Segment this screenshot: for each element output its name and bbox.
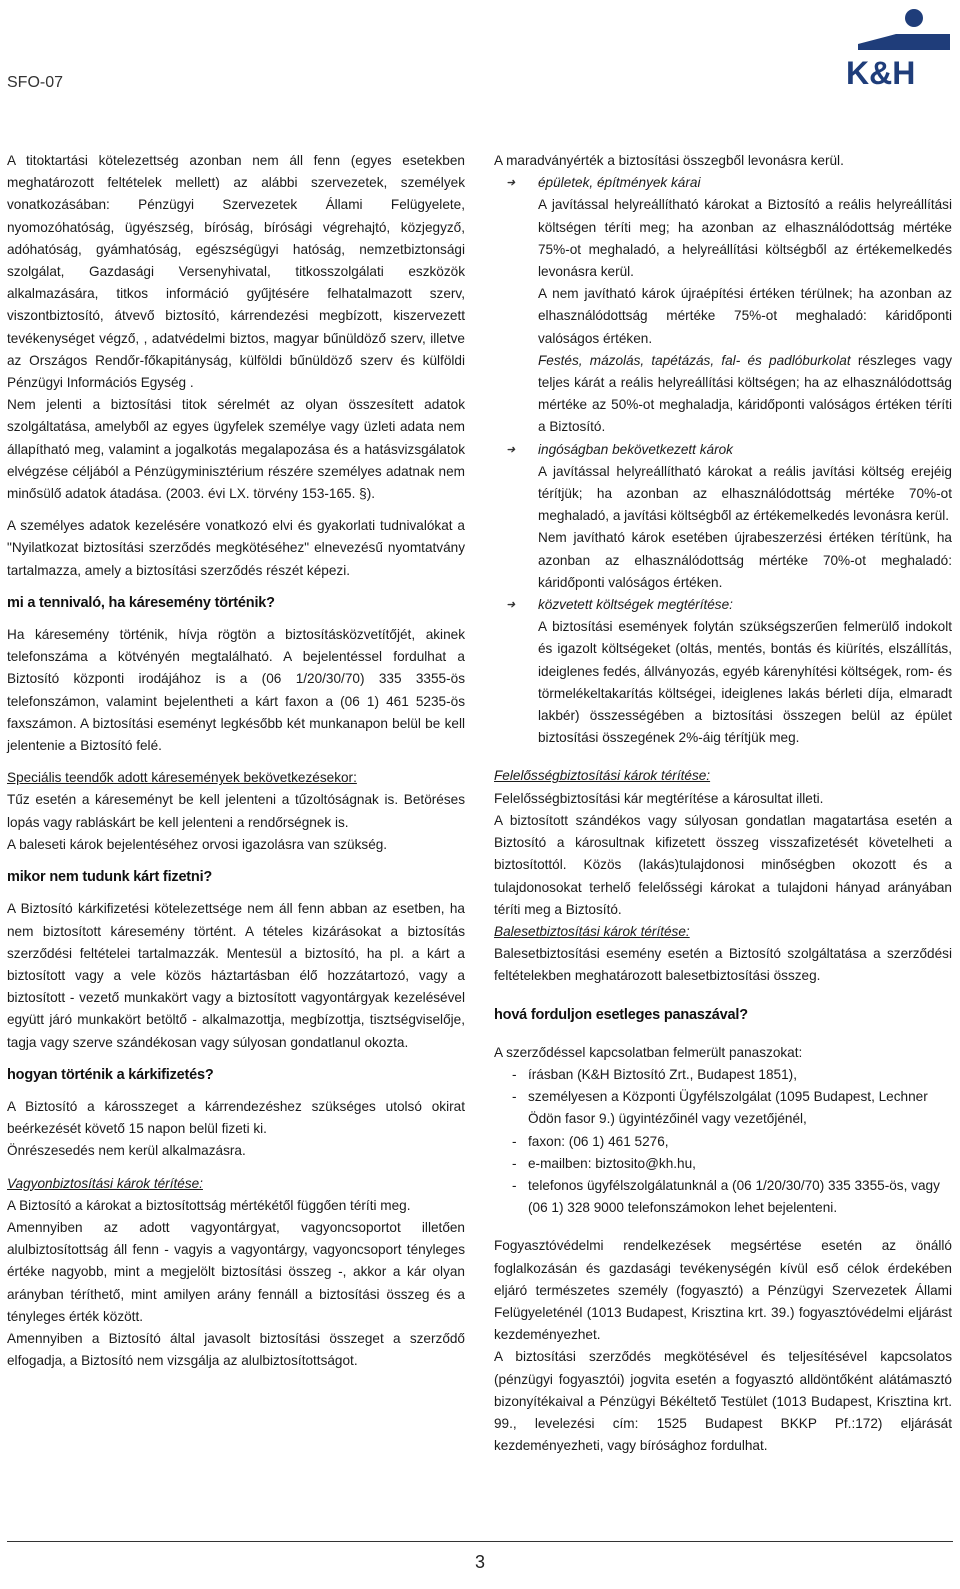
- subheading: Speciális teendők adott káresemények bekövetkezésekor:: [7, 770, 357, 786]
- paragraph: Tűz esetén a káreseményt be kell jelenteni a tűzoltóságnak is. Betöréses lopás vagy rabláskárt be kell jelenteni a rendőrségnek is.: [7, 792, 465, 830]
- paragraph: Ha káresemény történik, hívja rögtön a biztosításközvetítőjét, akinek telefonszáma a kötvényén megtalálható. A bejelentéssel fordulhat a Biztosító központi irodájához is a (06 1/20/30/70) 335 3355-ös telefonszámon, valamint bejelentheti a kárt faxon a (06 1) 461 5235-ös faxszámon. A biztosítási eseményt legkésőbb két munkanapon belül be kell jelentenie a Biztosító felé.: [7, 627, 465, 754]
- paragraph: A nem javítható károk újraépítési értéken térülnek; ha azonban az elhasználódottság mértéke 75%-ot meghaladó: káridőponti valóságos értéken.: [538, 286, 952, 346]
- paragraph: A személyes adatok kezelésére vonatkozó elvi és gyakorlati tudnivalókat a "Nyilatkozat biztosítási szerződés megkötéséhez" elnevezésű nyomtatvány tartalmazza, amely a biztosítási szerződés részét képezi.: [7, 518, 465, 578]
- paragraph: Amennyiben az adott vagyontárgyat, vagyoncsoportot illetően alulbiztosítottság áll fenn - vagyis a vagyontárgy, vagyoncsoport tényleges értéke nagyobb, mint a megjelölt biztosítási összeg -, akkor a kár olyan arányban téríthető, mint amilyen arány fennáll a biztosítási összeg és a tényleges érték között.: [7, 1219, 465, 1324]
- bullet-title: ➜ közvetett költségek megtérítése:: [494, 594, 952, 616]
- arrow-icon: ➜: [506, 177, 516, 190]
- section-heading: mikor nem tudunk kárt fizetni?: [7, 869, 213, 886]
- paragraph: A Biztosító a károkat a biztosítottság mértékétől függően téríti meg.: [7, 1197, 411, 1213]
- subheading: Vagyonbiztosítási károk térítése:: [7, 1175, 203, 1191]
- paragraph: Önrészesedés nem kerül alkalmazásra.: [7, 1143, 246, 1159]
- paragraph: Nem javítható károk esetében újrabeszerzési értéken térítünk, ha azonban az elhasználódottság mértéke 70%-ot meghaladó: káridőponti valóságos értéken.: [538, 530, 952, 590]
- paragraph: A szerződéssel kapcsolatban felmerült panaszokat:: [494, 1044, 803, 1060]
- list-item: - e-mailben: biztosito@kh.hu,: [512, 1155, 696, 1171]
- paragraph: A biztosítási események folytán szükségszerűen felmerülő indokolt és igazolt költségeket (oltás, mentés, bontás és kiürítés, elszállítás, ideiglenes fedés, állványozás, egyéb kárenyhítési költségek, rom- és törmelékeltakarítás költségei, ideiglenes lakás bérleti díja, elmaradt lakbér) összességében a biztosítási összegen belül az épület biztosítási összegének 2%-áig térítjük meg.: [538, 619, 952, 746]
- subheading: Felelősségbiztosítási károk térítése:: [494, 768, 711, 784]
- list-item: - faxon: (06 1) 461 5276,: [512, 1133, 669, 1149]
- list-item: - személyesen a Központi Ügyfélszolgálat (1095 Budapest, Lechner Ödön fasor 9.) ügyintézőinél vagy vezetőjénél,: [512, 1089, 928, 1127]
- list-item: - írásban (K&H Biztosító Zrt., Budapest 1851),: [512, 1066, 797, 1082]
- document-code: SFO-07: [7, 74, 64, 91]
- list-item: - telefonos ügyfélszolgálatunknál a (06 1/20/30/70) 335 3355-ös, vagy (06 1) 328 9000 telefonszámokon lehet bejelenteni.: [512, 1177, 940, 1216]
- paragraph: A biztosítási szerződés megkötésével és teljesítésével kapcsolatos (pénzügyi fogyasztói) jogvita esetén a fogyasztó alldöntőként alátámasztó bizonyítékaival a Pénzügyi Békéltető Testület (1013 Budapest, Krisztina krt. 99., levelezési cím: 1525 Budapest BKKP Pf.:172) eljárását kezdeményezheti, vagy bírósághoz fordulhat.: [494, 1349, 952, 1454]
- paragraph: A maradványérték a biztosítási összegből levonásra kerül.: [494, 153, 844, 168]
- paragraph: A biztosított szándékos vagy súlyosan gondatlan magatartása esetén a Biztosító a károsultnak kifizetett összeg visszafizetését követelheti a biztosítottól. Közös (lakás)tulajdonosi minőségben okozott és a tulajdonosokat terhelő felelősségi károkat a tulajdoni hányad arányában téríti meg a Biztosító.: [494, 812, 952, 917]
- page-number: 3: [474, 1552, 485, 1572]
- paragraph: Amennyiben a Biztosító által javasolt biztosítási összeget a szerződő elfogadja, a Biztosító nem vizsgálja az alulbiztosítottságot.: [7, 1330, 465, 1369]
- paragraph: Festés, mázolás, tapétázás, fal- és padlóburkolat részleges vagy teljes kárát a reális helyreállítási költségen; ha az elhasználódottság mértéke az 50%-ot meghaladja, káridőponti valóságos értéken téríti a Biztosító.: [538, 352, 952, 435]
- bullet-title: ➜ ingóságban bekövetkezett károk: [494, 439, 952, 461]
- right-column: [494, 150, 952, 1457]
- subheading: Balesetbiztosítási károk térítése:: [494, 923, 690, 939]
- left-column: [7, 150, 465, 1372]
- section-heading: hogyan történik a kárkifizetés?: [7, 1066, 214, 1083]
- footer-rule: [7, 1541, 953, 1542]
- bullet-title: ➜ épületek, építmények kárai: [494, 172, 952, 194]
- paragraph: A javítással helyreállítható károkat a Biztosító a reális helyreállítási költségen téríti meg; ha azonban az elhasználódottság mértéke 75%-ot meghaladó, a helyreállítási költségből az értékemelkedés levonásra kerül.: [538, 197, 952, 280]
- paragraph: Fogyasztóvédelmi rendelkezések megsértése esetén az önálló foglalkozásán és gazdasági tevékenységén kívül eső célok érdekében eljáró természetes személy (fogyasztó) a Pénzügyi Szervezetek Állami Felügyeleténél (1013 Budapest, Krisztina krt. 39.) fogyasztóvédelmi eljárást kezdeményezhet.: [494, 1238, 952, 1343]
- paragraph: Felelősségbiztosítási kár megtérítése a károsultat illeti.: [494, 790, 824, 806]
- section-heading: hová forduljon esetleges panaszával?: [494, 1006, 748, 1023]
- paragraph: A baleseti károk bejelentéséhez orvosi igazolásra van szükség.: [7, 836, 388, 852]
- section-heading: mi a tennivaló, ha káresemény történik?: [7, 594, 275, 611]
- paragraph: A Biztosító kárkifizetési kötelezettsége nem áll fenn abban az esetben, ha nem biztosított káresemény történt. A tételes kizárásokat a biztosítás szerződési feltételei tartalmazzák. Mentesül a biztosító, ha pl. a kárt a biztosított vagy a vele közös háztartásban élő hozzátartozó, vagy a biztosított - vezető munkakört vagy a biztosított vagyontárgyak kezelésével együtt járó munkakört betöltő - alkalmazottja, megbízottja, tisztségviselője, tagja vagy szerve szándékosan vagy súlyosan gondatlanul okozta.: [7, 901, 465, 1050]
- paragraph: A titoktartási kötelezettség azonban nem áll fenn (egyes esetekben meghatározott feltételek mellett) az alábbi szervezetek, személyek vonatkozásában: Pénzügyi Szervezetek Állami Felügyelete, nyomozóhatóság, ügyészség, bíróság, bírósági végrehajtó, közjegyző, adóhatóság, gyámhatóság, egészségügyi hatóság, nemzetbiztonsági szolgálat, Gazdasági Versenyhivatal, titkosszolgálati eszközök alkalmazására, titkos információ gyűjtésére felhatalmazott szerv, viszontbiztosító, átvevő biztosító, kárrendezési megbízott, kiszervezett tevékenységet végző, , adatvédelmi biztos, magyar bűnüldöző szerv, illetve az Országos Rendőr-főkapitányság, külföldi bűnüldöző szerv és külföldi Pénzügyi Információs Egység .: [7, 153, 465, 391]
- paragraph: A Biztosító a károsszeget a kárrendezéshez szükséges utolsó okirat beérkezését követő 15 napon belül fizeti ki.: [7, 1098, 465, 1137]
- arrow-icon: ➜: [506, 443, 516, 456]
- logo-text: K&H: [846, 55, 916, 90]
- paragraph: A javítással helyreállítható károkat a reális javítási költség erejéig térítjük; ha azonban az elhasználódottság mértéke 70%-ot meghaladó, a javítási költségből az értékemelkedés levonásra kerül.: [538, 463, 952, 524]
- arrow-icon: ➜: [506, 599, 516, 612]
- kh-logo: [844, 4, 954, 90]
- paragraph: Nem jelenti a biztosítási titok sérelmét az olyan összesített adatok szolgáltatása, amelyből az egyes ügyfelek személye vagy üzleti adata nem állapítható meg, valamint a jogalkotás megalapozása és a hatásvizsgálatok elvégzése céljából a Pénzügyminisztérium részére személyes adatnak nem minősülő adatok átadása. (2003. évi LX. törvény 153-165. §).: [7, 397, 465, 502]
- paragraph: Balesetbiztosítási esemény esetén a Biztosító szolgáltatása a szerződési feltételekben meghatározott balesetbiztosítási összeg.: [494, 946, 952, 984]
